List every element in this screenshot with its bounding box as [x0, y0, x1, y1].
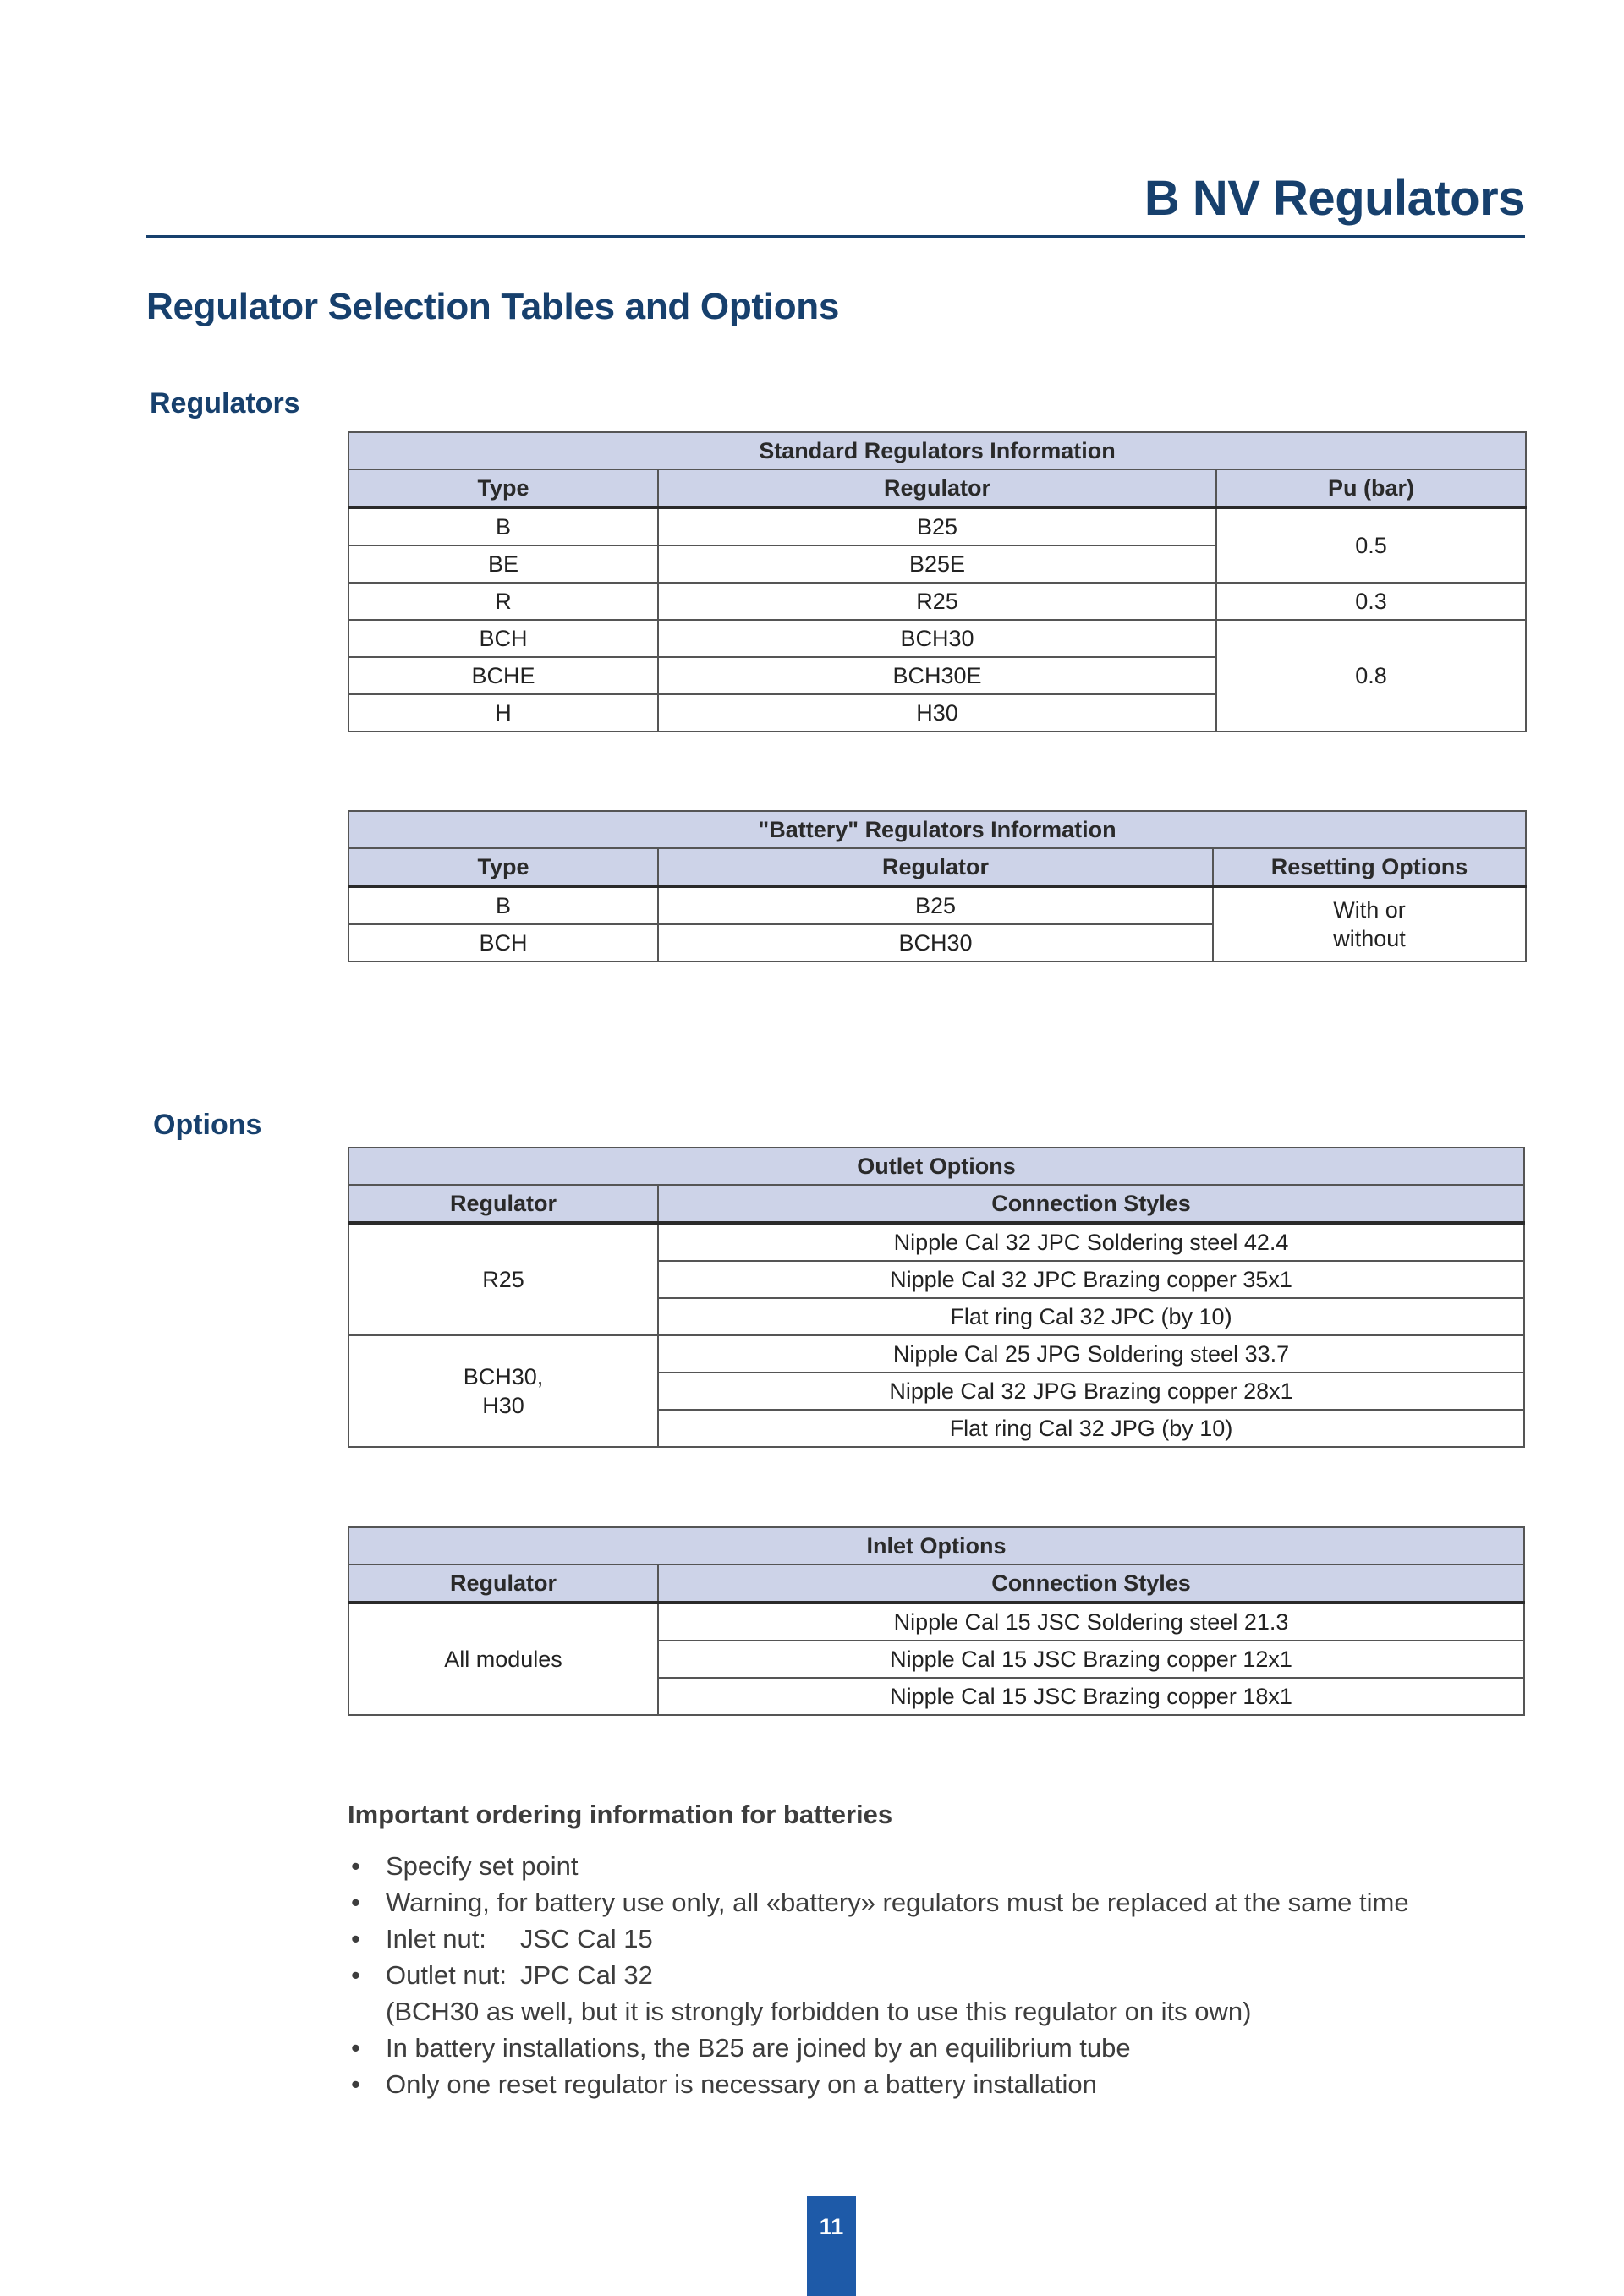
list-item	[348, 1884, 1532, 1921]
list-item	[348, 1957, 1532, 2030]
type-cell: B	[348, 507, 658, 545]
regulator-cell: BCH30E	[658, 657, 1216, 694]
standard-regulators-table	[348, 431, 1527, 732]
notes-list	[348, 1848, 1532, 2102]
connection-style-cell: Flat ring Cal 32 JPG (by 10)	[658, 1410, 1524, 1447]
regulator-line: BCH30,	[463, 1364, 544, 1389]
table-caption: Standard Regulators Information	[348, 432, 1526, 469]
note-text: Inlet nut:	[386, 1924, 486, 1954]
type-cell: BCH	[348, 924, 658, 962]
connection-style-cell: Nipple Cal 15 JSC Brazing copper 12x1	[658, 1641, 1524, 1678]
column-header: Pu (bar)	[1216, 469, 1526, 507]
list-item	[348, 2030, 1532, 2066]
list-item	[348, 1921, 1532, 1957]
column-header: Regulator	[348, 1185, 658, 1223]
connection-style-cell: Flat ring Cal 32 JPC (by 10)	[658, 1298, 1524, 1335]
list-item	[348, 1848, 1532, 1884]
column-header: Connection Styles	[658, 1185, 1524, 1223]
column-header: Regulator	[658, 848, 1213, 886]
connection-style-cell: Nipple Cal 15 JSC Soldering steel 21.3	[658, 1603, 1524, 1641]
resetting-cell	[1213, 886, 1526, 962]
regulator-cell: R25	[658, 583, 1216, 620]
table-caption: Outlet Options	[348, 1148, 1524, 1185]
section-title: Regulator Selection Tables and Options	[146, 286, 840, 327]
table-row	[348, 1335, 1524, 1373]
type-cell: H	[348, 694, 658, 732]
table-row	[348, 1603, 1524, 1641]
notes-title: Important ordering information for batteries	[348, 1800, 893, 1829]
regulator-cell: BCH30	[658, 620, 1216, 657]
type-cell: BCH	[348, 620, 658, 657]
regulator-cell: B25E	[658, 545, 1216, 583]
regulator-cell: BCH30	[658, 924, 1213, 962]
regulator-cell: B25	[658, 507, 1216, 545]
connection-style-cell: Nipple Cal 32 JPG Brazing copper 28x1	[658, 1373, 1524, 1410]
battery-regulators-table	[348, 810, 1527, 962]
note-value: JSC Cal 15	[519, 1924, 653, 1954]
inlet-options-table	[348, 1526, 1525, 1716]
resetting-line: With or	[1333, 897, 1406, 923]
regulator-cell: H30	[658, 694, 1216, 732]
connection-style-cell: Nipple Cal 32 JPC Soldering steel 42.4	[658, 1223, 1524, 1261]
connection-style-cell: Nipple Cal 32 JPC Brazing copper 35x1	[658, 1261, 1524, 1298]
note-text: In battery installations, the B25 are joined by an equilibrium tube	[386, 2033, 1131, 2063]
options-heading: Options	[153, 1109, 262, 1141]
resetting-line: without	[1333, 926, 1406, 951]
page-number: 11	[807, 2196, 856, 2296]
regulators-heading: Regulators	[150, 387, 300, 419]
table-row	[348, 583, 1526, 620]
table-caption: "Battery" Regulators Information	[348, 811, 1526, 848]
table-row	[348, 507, 1526, 545]
note-extra: (BCH30 as well, but it is strongly forbidden to use this regulator on its own)	[386, 1997, 1252, 2026]
type-cell: BE	[348, 545, 658, 583]
connection-style-cell: Nipple Cal 25 JPG Soldering steel 33.7	[658, 1335, 1524, 1373]
page-header	[146, 152, 1525, 238]
note-text: Only one reset regulator is necessary on a battery installation	[386, 2069, 1097, 2099]
column-header: Connection Styles	[658, 1564, 1524, 1603]
type-cell: B	[348, 886, 658, 924]
regulator-line: H30	[482, 1393, 524, 1418]
pu-cell: 0.8	[1216, 620, 1526, 732]
pu-cell: 0.5	[1216, 507, 1526, 583]
column-header: Type	[348, 469, 658, 507]
regulator-cell: B25	[658, 886, 1213, 924]
note-text: Outlet nut:	[386, 1960, 508, 1990]
table-row	[348, 620, 1526, 657]
regulator-line: R25	[482, 1267, 524, 1292]
outlet-options-table	[348, 1147, 1525, 1448]
type-cell: BCHE	[348, 657, 658, 694]
list-item	[348, 2066, 1532, 2102]
table-caption: Inlet Options	[348, 1527, 1524, 1564]
table-row	[348, 1223, 1524, 1261]
note-text: Warning, for battery use only, all «battery» regulators must be replaced at the same time	[386, 1888, 1409, 1917]
note-text: Specify set point	[386, 1851, 579, 1881]
note-value: JPC Cal 32	[520, 1960, 653, 1990]
regulator-cell: All modules	[348, 1603, 658, 1715]
column-header: Regulator	[658, 469, 1216, 507]
type-cell: R	[348, 583, 658, 620]
regulator-cell	[348, 1335, 658, 1447]
column-header: Resetting Options	[1213, 848, 1526, 886]
table-row	[348, 886, 1526, 924]
regulator-cell	[348, 1223, 658, 1335]
page-title: B NV Regulators	[1144, 171, 1525, 226]
column-header: Regulator	[348, 1564, 658, 1603]
column-header: Type	[348, 848, 658, 886]
connection-style-cell: Nipple Cal 15 JSC Brazing copper 18x1	[658, 1678, 1524, 1715]
pu-cell: 0.3	[1216, 583, 1526, 620]
